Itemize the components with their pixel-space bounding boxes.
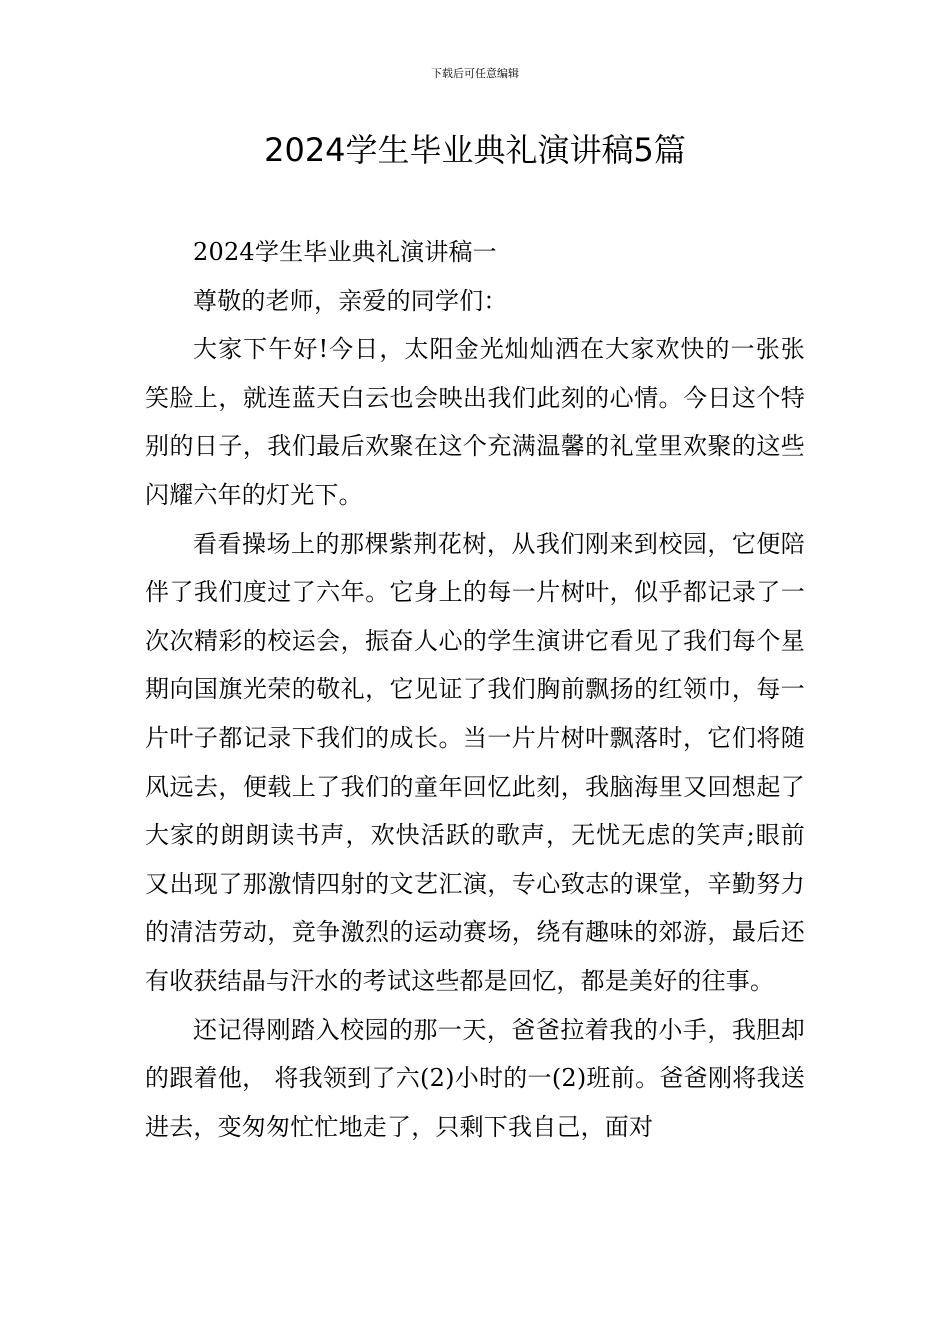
document-body [145,228,805,1151]
body-paragraph: 还记得刚踏入校园的那一天，爸爸拉着我的小手，我胆却的跟着他， 将我领到了六(2)小时的一(2)班前。爸爸刚将我送进去，变匆匆忙忙地走了，只剩下我自己，面对 [145,1015,805,1141]
body-paragraph: 大家下午好!今日，太阳金光灿灿洒在大家欢快的一张张笑脸上，就连蓝天白云也会映出我们此刻的心情。今日这个特别的日子，我们最后欢聚在这个充满温馨的礼堂里欢聚的这些闪耀六年的灯光下。 [145,335,805,509]
section-heading: 2024学生毕业典礼演讲稿一 [193,238,497,266]
body-paragraph: 看看操场上的那棵紫荆花树，从我们刚来到校园，它便陪伴了我们度过了六年。它身上的每一片树叶，似乎都记录了一次次精彩的校运会，振奋人心的学生演讲它看见了我们每个星期向国旗光荣的敬礼，它见证了我们胸前飘扬的红领巾，每一片叶子都记录下我们的成长。当一片片树叶飘落时，它们将随风远去，便载上了我们的童年回忆此刻，我脑海里又回想起了大家的朗朗读书声，欢快活跃的歌声，无忧无虑的笑声;眼前又出现了那激情四射的文艺汇演，专心致志的课堂，辛勤努力的清洁劳动，竞争激烈的运动赛场，绕有趣味的郊游，最后还有收获结晶与汗水的考试这些都是回忆，都是美好的往事。 [145,529,805,995]
page-header-note: 下载后可任意编辑 [431,67,519,80]
salutation: 尊敬的老师，亲爱的同学们： [193,286,508,315]
document-title: 2024学生毕业典礼演讲稿5篇 [264,131,686,169]
